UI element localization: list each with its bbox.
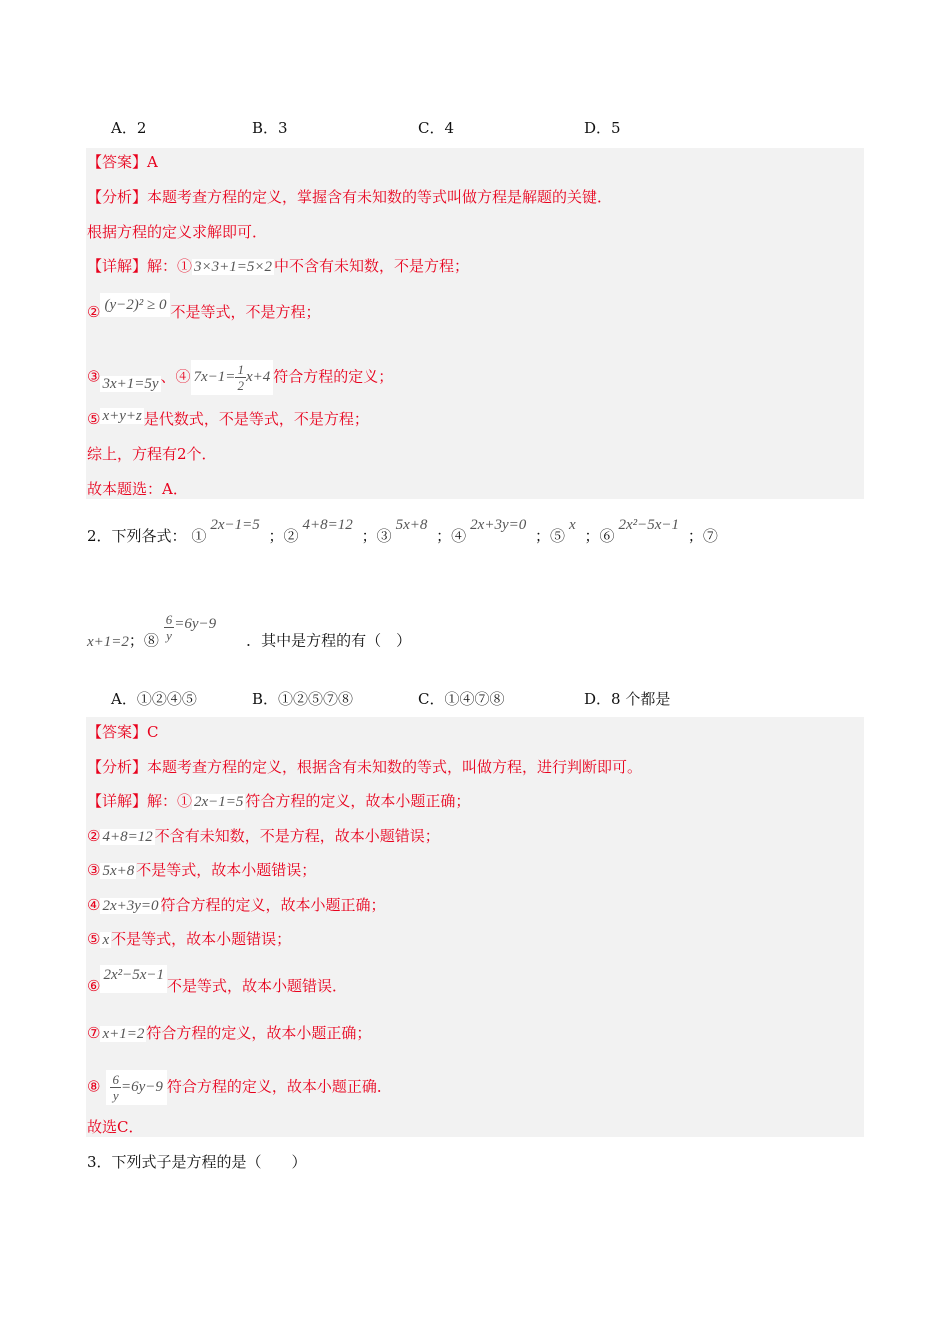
label: 、④ — [160, 367, 191, 386]
fraction — [235, 362, 246, 393]
text: 是代数式，不是等式，不是方程； — [143, 410, 369, 428]
item-number: ；③ — [361, 527, 392, 545]
denominator: 2 — [237, 378, 244, 393]
text: 符合方程的定义，故本小题正确； — [146, 1024, 372, 1042]
math: 4+8=12 — [302, 517, 353, 533]
q1-detail-2 — [87, 297, 321, 323]
numerator: 6 — [165, 612, 173, 627]
item-number: ；⑥ — [584, 527, 615, 545]
q2-detail-5 — [87, 929, 291, 950]
text: 符合方程的定义，故本小题正确； — [245, 792, 471, 810]
text: 不是等式，不是方程； — [170, 303, 321, 321]
option-c: C．4 — [418, 119, 455, 137]
text: 不是等式，故本小题错误． — [167, 977, 348, 995]
label: 【详解】解：① — [87, 792, 193, 810]
math: 5x+8 — [395, 517, 428, 533]
math: 3×3+1=5×2 — [194, 259, 273, 275]
q1-detail-3-4 — [87, 360, 393, 395]
label: ⑤ — [87, 410, 101, 428]
stem-text: ．其中是方程的有（ ） — [246, 631, 412, 650]
text: 符合方程的定义； — [273, 367, 394, 386]
q3-stem: 3．下列式子是方程的是（ ） — [87, 1153, 307, 1171]
q2-stem-2 — [87, 612, 412, 657]
math-part: x+4 — [245, 368, 271, 385]
option-c: C．①④⑦⑧ — [418, 690, 505, 708]
math: x — [569, 517, 576, 533]
numerator: 6 — [112, 1072, 119, 1087]
label: ⑤ — [87, 930, 101, 948]
q2-detail-1 — [87, 791, 470, 812]
text: 符合方程的定义，故本小题正确； — [160, 896, 386, 914]
option-a: A．①②④⑤ — [111, 690, 197, 708]
label: ⑥ — [87, 977, 101, 995]
math: x+1=2 — [87, 633, 129, 650]
option-b: B．3 — [252, 119, 288, 137]
q2-detail-6 — [87, 967, 348, 997]
math: 2x²−5x−1 — [100, 965, 167, 993]
label: ⑦ — [87, 1024, 101, 1042]
math: 2x−1=5 — [194, 794, 244, 810]
q1-choice: 故本题选：A． — [87, 480, 188, 498]
label: ④ — [87, 896, 101, 914]
item-number: ① — [191, 527, 207, 545]
math-part: =6y−9 — [120, 1078, 163, 1095]
math: x+y+z — [102, 408, 142, 424]
label: 【详解】解：① — [87, 257, 193, 275]
math: (y−2)² ≥ 0 — [100, 293, 170, 317]
math: =6y−9 — [174, 615, 217, 632]
text: 不是等式，故本小题错误； — [111, 930, 292, 948]
q1-analysis: 【分析】本题考查方程的定义，掌握含有未知数的等式叫做方程是解题的关键． — [87, 188, 613, 206]
stem-text: 2．下列各式： — [87, 527, 187, 545]
math-part: 7x−1= — [193, 368, 236, 385]
label: ② — [87, 827, 101, 845]
math: x+1=2 — [102, 1026, 145, 1042]
item-number: ；④ — [436, 527, 467, 545]
option-d: D．8 个都是 — [584, 690, 671, 708]
q2-choice: 故选C． — [87, 1118, 144, 1136]
q1-detail-5 — [87, 409, 369, 430]
q2-answer: 【答案】C — [87, 723, 159, 741]
text: 符合方程的定义，故本小题正确． — [166, 1077, 392, 1096]
text: 不含有未知数，不是方程，故本小题错误； — [154, 827, 440, 845]
math: 2x+3y=0 — [102, 898, 159, 914]
math: 2x+3y=0 — [470, 517, 527, 533]
math: 2x²−5x−1 — [618, 517, 680, 533]
math: 3x+1=5y — [102, 375, 159, 392]
q1-analysis-2: 根据方程的定义求解即可． — [87, 223, 268, 241]
text: 不是等式，故本小题错误； — [136, 861, 317, 879]
q1-detail-1 — [87, 256, 469, 277]
item-number: ；⑧ — [128, 631, 159, 650]
math-fraction — [191, 360, 274, 395]
fraction — [110, 1072, 121, 1103]
math: 4+8=12 — [102, 829, 153, 845]
label: ⑧ — [87, 1077, 101, 1096]
denominator: y — [166, 628, 172, 643]
math: 2x−1=5 — [210, 517, 260, 533]
q2-detail-8 — [87, 1070, 392, 1105]
item-number: ；⑦ — [687, 527, 718, 545]
q2-analysis: 【分析】本题考查方程的定义，根据含有未知数的等式，叫做方程，进行判断即可。 — [87, 758, 643, 776]
option-a: A．2 — [111, 119, 147, 137]
math: x — [102, 932, 110, 948]
label: ③ — [87, 367, 101, 386]
label: ② — [87, 303, 101, 321]
fraction — [164, 612, 175, 643]
q2-detail-7 — [87, 1023, 371, 1044]
item-number: ；② — [268, 527, 299, 545]
label: ③ — [87, 861, 101, 879]
q1-summary: 综上，方程有2个． — [87, 445, 217, 463]
math: 5x+8 — [102, 863, 135, 879]
option-d: D．5 — [584, 119, 621, 137]
text: 中不含有未知数，不是方程； — [274, 257, 470, 275]
option-b: B．①②⑤⑦⑧ — [252, 690, 354, 708]
q2-detail-3 — [87, 860, 316, 881]
denominator: y — [112, 1088, 119, 1103]
q1-answer: 【答案】A — [87, 153, 158, 171]
numerator: 1 — [237, 362, 244, 377]
q2-detail-2 — [87, 826, 440, 847]
q2-stem — [87, 517, 718, 547]
math-fraction — [106, 1070, 166, 1105]
q2-detail-4 — [87, 895, 386, 916]
item-number: ；⑤ — [535, 527, 566, 545]
